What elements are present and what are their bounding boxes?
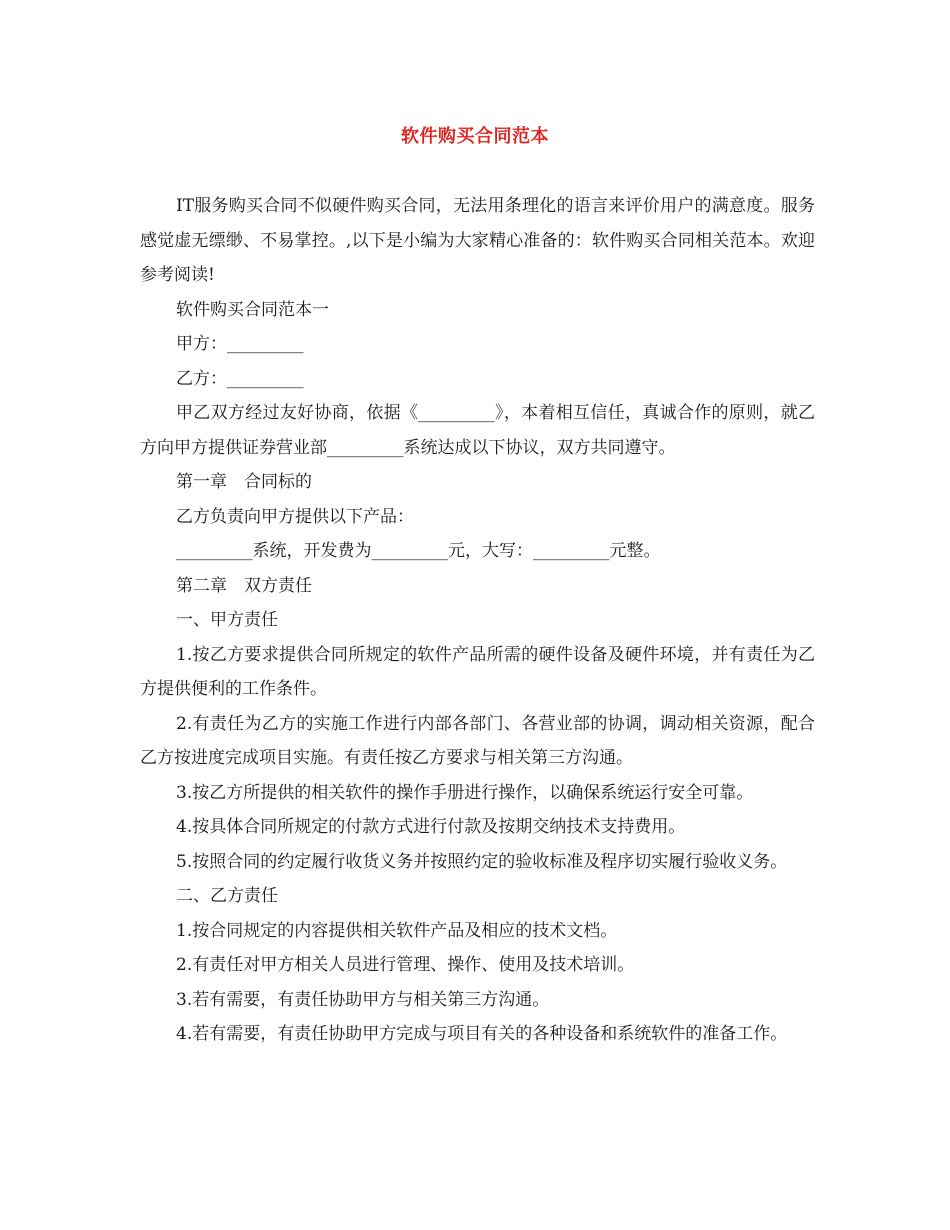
body-paragraph: 乙方负责向甲方提供以下产品：: [176, 506, 414, 527]
clause-paragraph: 2.有责任对甲方相关人员进行管理、操作、使用及技术培训。: [176, 955, 635, 975]
clause-paragraph: 1.按合同规定的内容提供相关软件产品及相应的技术文档。: [176, 920, 618, 941]
clause-paragraph: 4.按具体合同所规定的付款方式进行付款及按期交纳技术支持费用。: [176, 817, 686, 837]
agreement-paragraph: 甲乙双方经过友好协商，依据《_________》，本着相互信任，真诚合作的原则，就乙方向甲方提供证券营业部_________系统达成以下协议，双方共同遵守。: [140, 403, 815, 458]
chapter-heading: 第二章 双方责任: [176, 575, 312, 596]
document-body: [140, 189, 815, 1052]
clause-paragraph: 2.有责任为乙方的实施工作进行内部各部门、各营业部的协调，调动相关资源，配合乙方按进度完成项目实施。有责任按乙方要求与相关第三方沟通。: [140, 713, 815, 768]
clause-paragraph: 5.按照合同的约定履行收货义务并按照约定的验收标准及程序切实履行验收义务。: [176, 851, 788, 872]
document-title: 软件购买合同范本: [401, 126, 549, 147]
clause-paragraph: 1.按乙方要求提供合同所规定的软件产品所需的硬件设备及硬件环境，并有责任为乙方提供便利的工作条件。: [140, 644, 815, 699]
subsection-heading: 二、乙方责任: [176, 886, 278, 906]
party-b-line: 乙方：_________: [176, 368, 304, 389]
body-paragraph: _________系统，开发费为_________元，大写：_________元整。: [176, 541, 661, 561]
section-heading: 软件购买合同范本一: [176, 299, 329, 320]
chapter-heading: 第一章 合同标的: [176, 472, 312, 492]
intro-paragraph: IT服务购买合同不似硬件购买合同，无法用条理化的语言来评价用户的满意度。服务感觉虚无缥缈、不易掌控。,以下是小编为大家精心准备的：软件购买合同相关范本。欢迎参考阅读!: [140, 196, 815, 285]
clause-paragraph: 4.若有需要，有责任协助甲方完成与项目有关的各种设备和系统软件的准备工作。: [176, 1024, 788, 1044]
party-a-line: 甲方：_________: [176, 334, 304, 354]
clause-paragraph: 3.按乙方所提供的相关软件的操作手册进行操作，以确保系统运行安全可靠。: [176, 782, 754, 803]
clause-paragraph: 3.若有需要，有责任协助甲方与相关第三方沟通。: [176, 989, 550, 1010]
subsection-heading: 一、甲方责任: [176, 610, 278, 630]
